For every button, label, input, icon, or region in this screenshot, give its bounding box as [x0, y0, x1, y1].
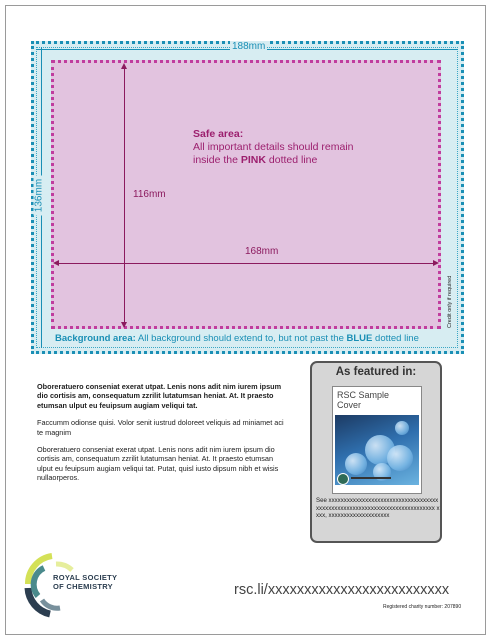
arrow-left-icon — [53, 260, 59, 266]
safe-area-line2 — [193, 154, 393, 167]
background-area-text-suffix: dotted line — [372, 333, 419, 344]
safe-height-dimension-line — [124, 65, 125, 327]
journal-cover — [332, 386, 422, 494]
society-name-line2: OF CHEMISTRY — [53, 581, 113, 591]
arrow-up-icon — [121, 63, 127, 69]
height-dimension-label: 136mm — [34, 176, 45, 216]
safe-width-dimension-label: 168mm — [245, 246, 279, 257]
safe-width-dimension-line — [55, 263, 437, 264]
background-area-text-prefix: All background should extend to, but not past the — [135, 333, 347, 344]
featured-box — [310, 361, 442, 543]
safe-area-title: Safe area: — [193, 128, 244, 140]
short-url[interactable]: rsc.li/xxxxxxxxxxxxxxxxxxxxxxxxx — [234, 582, 450, 598]
background-area-instructions — [55, 333, 455, 344]
arrow-down-icon — [121, 322, 127, 328]
safe-height-dimension-label: 116mm — [133, 189, 166, 200]
featured-title: As featured in: — [335, 366, 417, 378]
credit-note: Credit only if required — [447, 275, 453, 328]
arrow-right-icon — [433, 260, 439, 266]
safe-area-line2-suffix: dotted line — [265, 154, 318, 166]
body-paragraph-3: Oboreratuero conseniat exerat utpat. Lenis nons adit nim iurem ipsum dio cortisis am, consequatum zzrilit lutatumsan heniat. At. It praesto etumsan ulput eu feuipsum augiam veliqui tat. Putat, quisl iusto dipsum nibh et wisis nullaorperos. — [37, 445, 279, 483]
safe-area-line2-prefix: inside the — [193, 154, 241, 166]
featured-reference: See xxxxxxxxxxxxxxxxxxxxxxxxxxxxxxxxxxxxxxxxxxxxxxxxxxxxxxxxxxxxxxxxxxxxxxxxxxx xxxx, xxxxxxxxxxxxxxxxxxxx — [316, 497, 440, 519]
cover-logo-icon — [337, 473, 349, 485]
safe-area-line1: All important details should remain — [193, 141, 354, 153]
cover-barcode — [351, 477, 391, 479]
society-name-line1: ROYAL SOCIETY — [53, 573, 118, 582]
charity-number: Registered charity number: 207890 — [383, 604, 462, 610]
safe-area — [51, 60, 441, 329]
width-dimension-label: 188mm — [232, 41, 266, 52]
society-name — [53, 574, 117, 591]
cover-title: RSC Sample Cover — [337, 390, 390, 410]
background-area-blue-word: BLUE — [346, 333, 373, 344]
safe-area-instructions — [193, 128, 393, 167]
background-area-label: Background area: — [55, 333, 136, 344]
body-paragraph-1: Oboreratuero conseniat exerat utpat. Lenis nons adit nim iurem ipsum dio cortisis am, consequatum zzrilit lutatumsan heniat. At. It praesto etumsan ulput eu feuipsum augiam veliqui tat. — [37, 382, 282, 410]
body-text — [37, 382, 287, 491]
safe-area-pink-word: PINK — [240, 154, 266, 166]
body-paragraph-2: Faccumm odionse quisi. Volor senit iustrud doloreet veliquis ad miniamet aci te magnim — [37, 418, 284, 437]
